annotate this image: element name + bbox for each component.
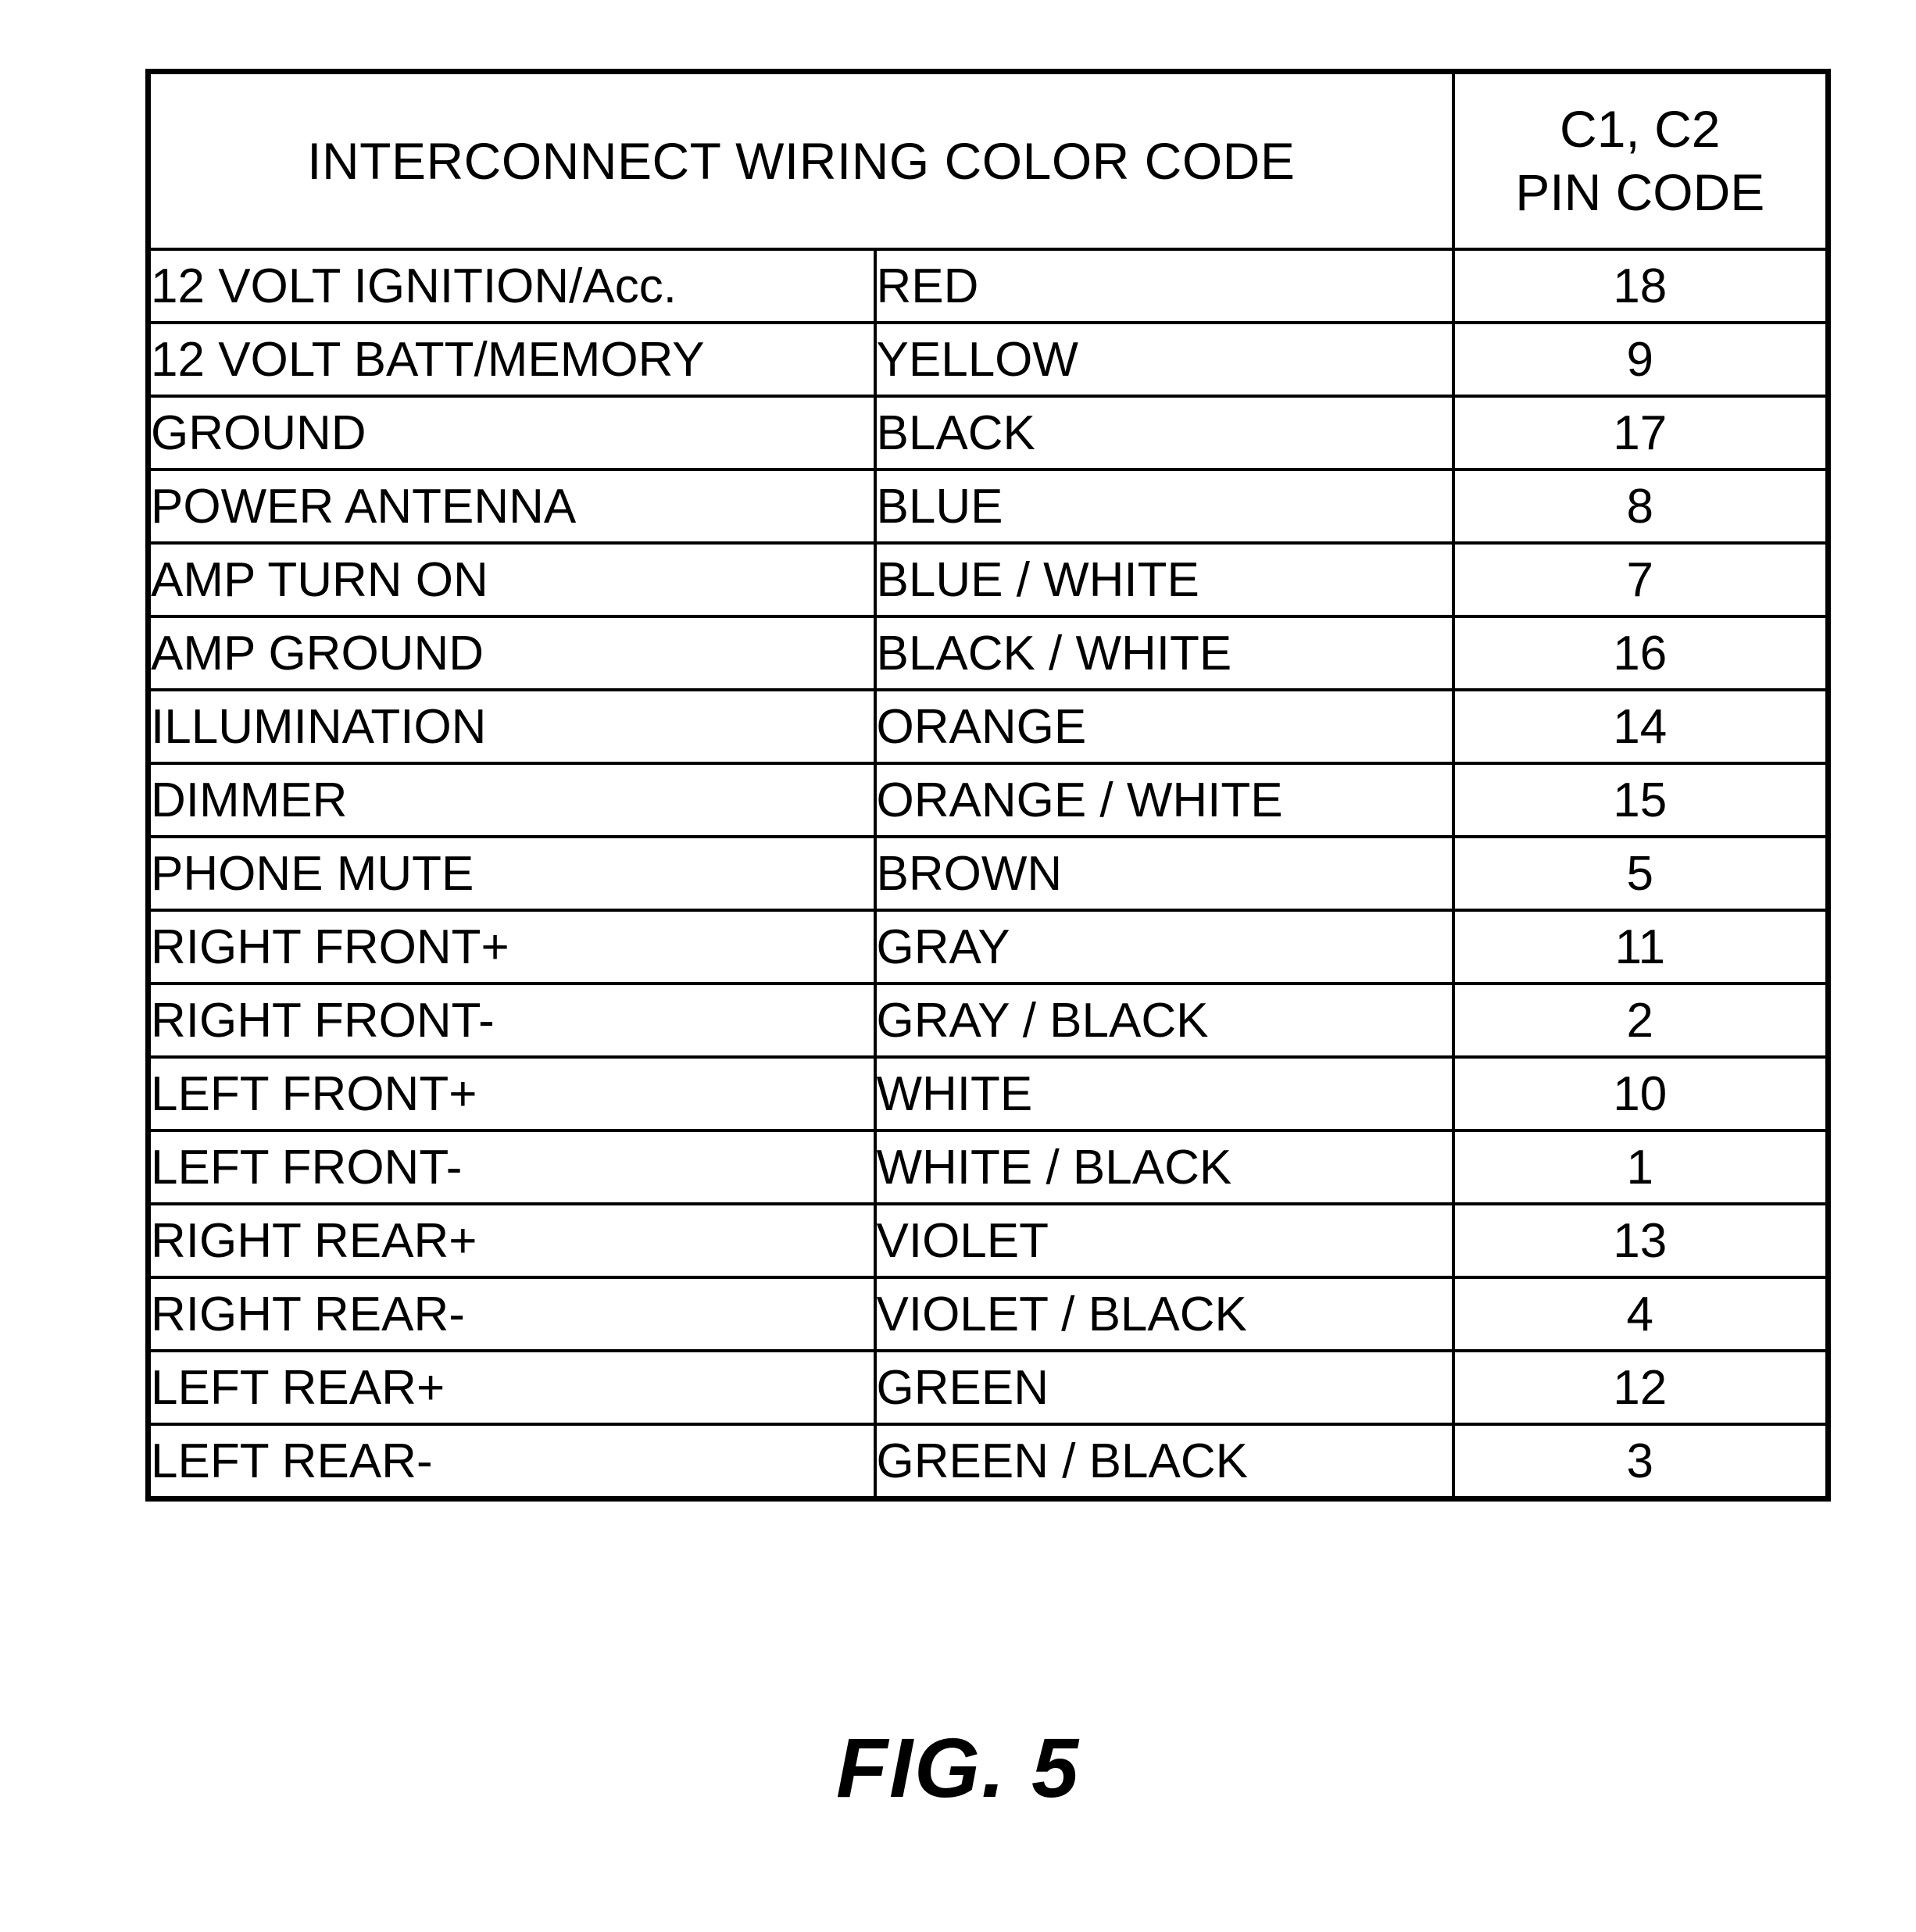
cell-function: LEFT FRONT- [148, 1130, 875, 1204]
cell-function: DIMMER [148, 763, 875, 837]
table-row [148, 1424, 1828, 1499]
cell-function: LEFT REAR- [148, 1424, 875, 1499]
table-row [148, 910, 1828, 984]
cell-function: AMP TURN ON [148, 543, 875, 616]
header-pin-code [1453, 72, 1828, 250]
header-row [148, 72, 1828, 250]
cell-function: AMP GROUND [148, 616, 875, 690]
table-row [148, 984, 1828, 1057]
cell-pin: 7 [1453, 543, 1828, 616]
cell-function: POWER ANTENNA [148, 470, 875, 543]
cell-pin: 14 [1453, 690, 1828, 763]
table-row [148, 837, 1828, 910]
cell-color: GRAY [875, 910, 1453, 984]
table-row [148, 470, 1828, 543]
table-row [148, 1130, 1828, 1204]
cell-pin: 18 [1453, 249, 1828, 323]
cell-color: VIOLET / BLACK [875, 1277, 1453, 1351]
header-pin-code-line2: PIN CODE [1515, 163, 1765, 221]
cell-pin: 11 [1453, 910, 1828, 984]
cell-pin: 13 [1453, 1204, 1828, 1277]
header-pin-code-line1: C1, C2 [1560, 100, 1721, 159]
cell-color: BLACK / WHITE [875, 616, 1453, 690]
cell-function: RIGHT REAR- [148, 1277, 875, 1351]
cell-pin: 15 [1453, 763, 1828, 837]
table-row [148, 323, 1828, 396]
table-row [148, 1204, 1828, 1277]
header-interconnect-wiring-color-code: INTERCONNECT WIRING COLOR CODE [148, 72, 1453, 250]
cell-pin: 5 [1453, 837, 1828, 910]
figure-label: FIG. 5 [835, 1720, 1081, 1815]
table-row [148, 616, 1828, 690]
cell-pin: 1 [1453, 1130, 1828, 1204]
cell-pin: 8 [1453, 470, 1828, 543]
cell-pin: 17 [1453, 396, 1828, 470]
cell-color: BLACK [875, 396, 1453, 470]
cell-function: LEFT FRONT+ [148, 1057, 875, 1130]
cell-pin: 10 [1453, 1057, 1828, 1130]
cell-function: RIGHT REAR+ [148, 1204, 875, 1277]
table-row [148, 1057, 1828, 1130]
cell-color: WHITE / BLACK [875, 1130, 1453, 1204]
table-row [148, 1351, 1828, 1424]
cell-color: BROWN [875, 837, 1453, 910]
cell-function [148, 249, 875, 323]
cell-color: ORANGE / WHITE [875, 763, 1453, 837]
cell-pin: 4 [1453, 1277, 1828, 1351]
cell-color: GREEN / BLACK [875, 1424, 1453, 1499]
table-row [148, 543, 1828, 616]
table-row [148, 396, 1828, 470]
cell-pin: 9 [1453, 323, 1828, 396]
function-text: 12 VOLT IGNITION/Acc. [151, 259, 677, 313]
cell-color: GRAY / BLACK [875, 984, 1453, 1057]
table-row [148, 690, 1828, 763]
cell-function: RIGHT FRONT+ [148, 910, 875, 984]
cell-color: WHITE [875, 1057, 1453, 1130]
table-row [148, 763, 1828, 837]
cell-color: GREEN [875, 1351, 1453, 1424]
cell-pin: 2 [1453, 984, 1828, 1057]
cell-color: RED [875, 249, 1453, 323]
cell-function: ILLUMINATION [148, 690, 875, 763]
table-row [148, 1277, 1828, 1351]
cell-color: VIOLET [875, 1204, 1453, 1277]
cell-pin: 16 [1453, 616, 1828, 690]
cell-color: YELLOW [875, 323, 1453, 396]
table-body [148, 249, 1828, 1499]
cell-color: ORANGE [875, 690, 1453, 763]
wiring-table-container [145, 69, 1825, 1502]
cell-color: BLUE [875, 470, 1453, 543]
cell-function: GROUND [148, 396, 875, 470]
cell-pin: 3 [1453, 1424, 1828, 1499]
table-row [148, 249, 1828, 323]
cell-color: BLUE / WHITE [875, 543, 1453, 616]
cell-function: LEFT REAR+ [148, 1351, 875, 1424]
cell-function: RIGHT FRONT- [148, 984, 875, 1057]
cell-pin: 12 [1453, 1351, 1828, 1424]
cell-function: PHONE MUTE [148, 837, 875, 910]
cell-function: 12 VOLT BATT/MEMORY [148, 323, 875, 396]
table-header [148, 72, 1828, 250]
wiring-color-code-table [145, 69, 1831, 1502]
